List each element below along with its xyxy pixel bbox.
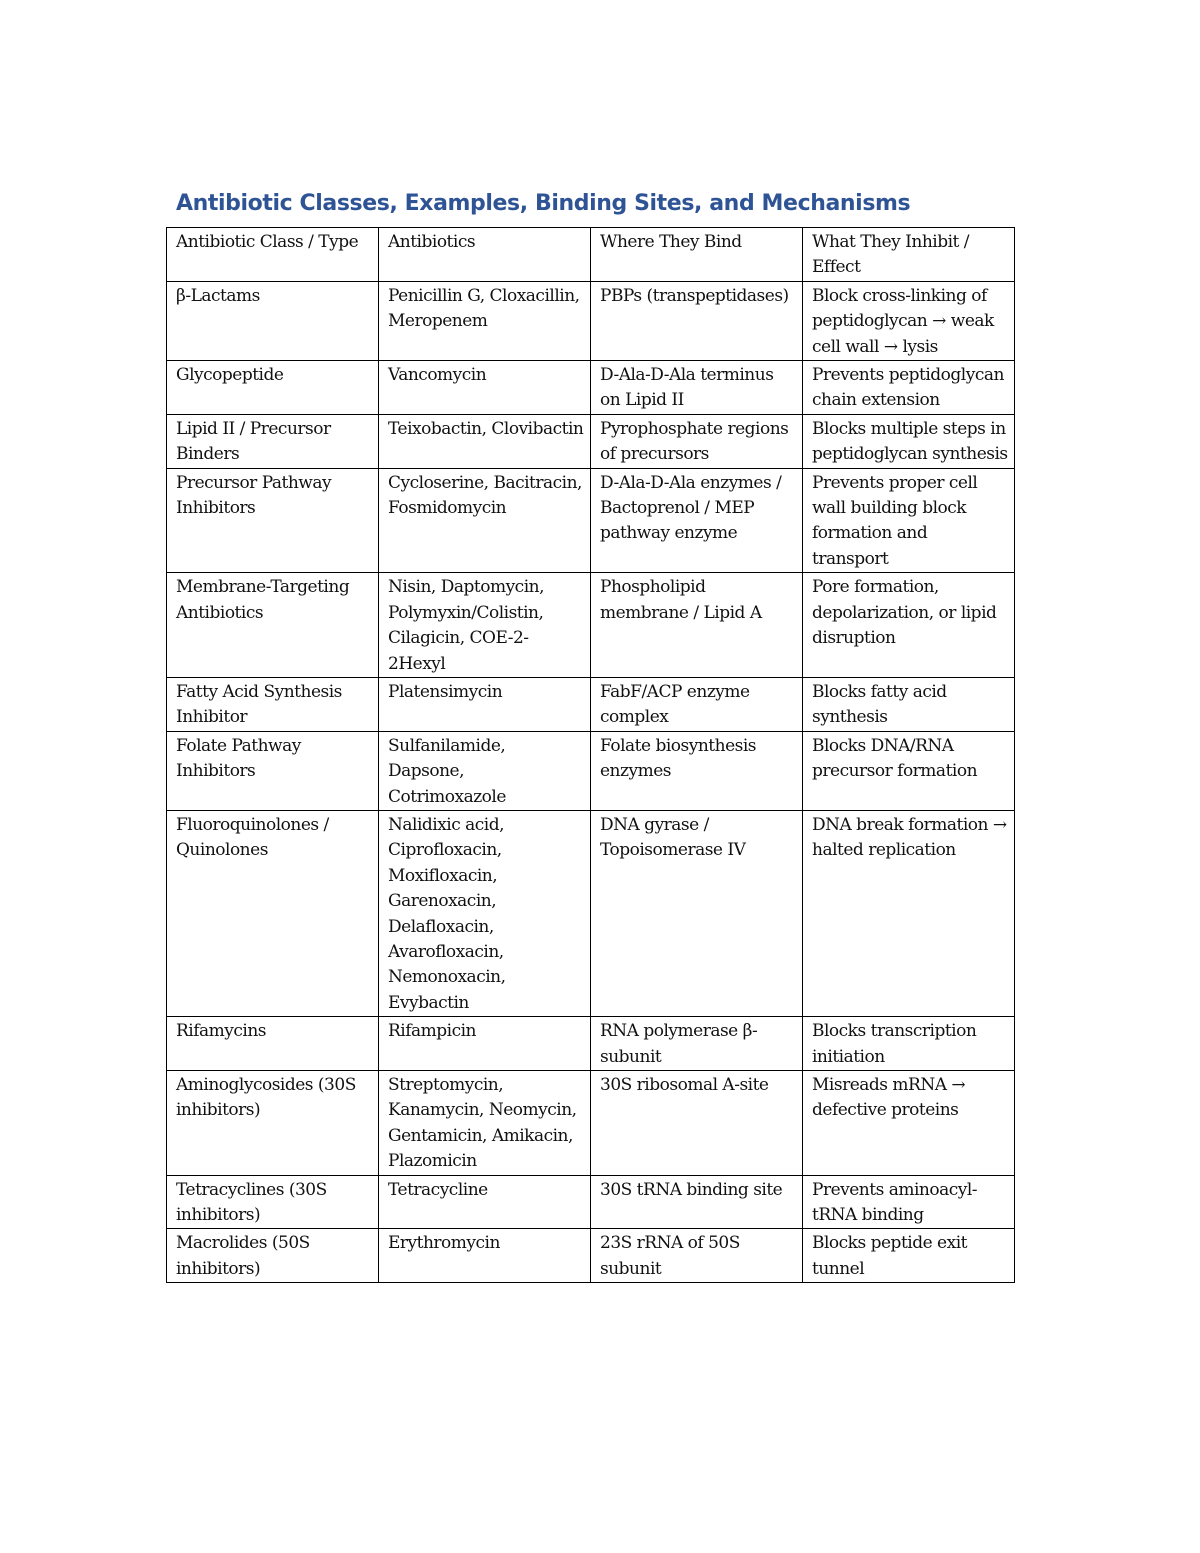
cell-binding-site: DNA gyrase / Topoisomerase IV bbox=[591, 810, 803, 1016]
cell-binding-site: FabF/ACP enzyme complex bbox=[591, 677, 803, 731]
cell-effect: Prevents proper cell wall building block formation and transport bbox=[803, 468, 1015, 573]
cell-effect: Misreads mRNA → defective proteins bbox=[803, 1071, 1015, 1176]
cell-effect: Blocks DNA/RNA precursor formation bbox=[803, 731, 1015, 810]
table-header-row bbox=[167, 228, 1015, 282]
cell-class: Aminoglycosides (30S inhibitors) bbox=[167, 1071, 379, 1176]
cell-class: Folate Pathway Inhibitors bbox=[167, 731, 379, 810]
cell-binding-site: 23S rRNA of 50S subunit bbox=[591, 1229, 803, 1283]
cell-class: Fatty Acid Synthesis Inhibitor bbox=[167, 677, 379, 731]
cell-class: β-Lactams bbox=[167, 281, 379, 360]
cell-binding-site: RNA polymerase β-subunit bbox=[591, 1017, 803, 1071]
cell-antibiotics: Penicillin G, Cloxacillin, Meropenem bbox=[379, 281, 591, 360]
table-row bbox=[167, 731, 1015, 810]
table-row bbox=[167, 1229, 1015, 1283]
header-cell-effect: What They Inhibit / Effect bbox=[803, 228, 1015, 282]
table-row bbox=[167, 1071, 1015, 1176]
header-cell-binding-site: Where They Bind bbox=[591, 228, 803, 282]
cell-binding-site: Phospholipid membrane / Lipid A bbox=[591, 573, 803, 678]
table-row bbox=[167, 361, 1015, 415]
cell-binding-site: Pyrophosphate regions of precursors bbox=[591, 414, 803, 468]
cell-antibiotics: Erythromycin bbox=[379, 1229, 591, 1283]
table-row bbox=[167, 1017, 1015, 1071]
cell-antibiotics: Rifampicin bbox=[379, 1017, 591, 1071]
table-row bbox=[167, 677, 1015, 731]
cell-antibiotics: Streptomycin, Kanamycin, Neomycin, Gentamicin, Amikacin, Plazomicin bbox=[379, 1071, 591, 1176]
table-row bbox=[167, 281, 1015, 360]
table-row bbox=[167, 468, 1015, 573]
cell-effect: Blocks transcription initiation bbox=[803, 1017, 1015, 1071]
cell-antibiotics: Teixobactin, Clovibactin bbox=[379, 414, 591, 468]
cell-binding-site: 30S ribosomal A-site bbox=[591, 1071, 803, 1176]
cell-class: Lipid II / Precursor Binders bbox=[167, 414, 379, 468]
table-row bbox=[167, 414, 1015, 468]
cell-effect: DNA break formation → halted replication bbox=[803, 810, 1015, 1016]
cell-binding-site: PBPs (transpeptidases) bbox=[591, 281, 803, 360]
header-cell-antibiotics: Antibiotics bbox=[379, 228, 591, 282]
cell-binding-site: 30S tRNA binding site bbox=[591, 1175, 803, 1229]
cell-binding-site: D-Ala-D-Ala enzymes / Bactoprenol / MEP pathway enzyme bbox=[591, 468, 803, 573]
cell-antibiotics: Sulfanilamide, Dapsone, Cotrimoxazole bbox=[379, 731, 591, 810]
table-row bbox=[167, 1175, 1015, 1229]
cell-antibiotics: Nisin, Daptomycin, Polymyxin/Colistin, Cilagicin, COE-2-2Hexyl bbox=[379, 573, 591, 678]
cell-class: Tetracyclines (30S inhibitors) bbox=[167, 1175, 379, 1229]
table-body bbox=[167, 228, 1015, 1283]
header-cell-class: Antibiotic Class / Type bbox=[167, 228, 379, 282]
cell-effect: Prevents aminoacyl-tRNA binding bbox=[803, 1175, 1015, 1229]
cell-antibiotics: Platensimycin bbox=[379, 677, 591, 731]
cell-effect: Pore formation, depolarization, or lipid disruption bbox=[803, 573, 1015, 678]
page-title: Antibiotic Classes, Examples, Binding Sites, and Mechanisms bbox=[176, 191, 911, 216]
cell-binding-site: D-Ala-D-Ala terminus on Lipid II bbox=[591, 361, 803, 415]
cell-class: Macrolides (50S inhibitors) bbox=[167, 1229, 379, 1283]
cell-class: Membrane-Targeting Antibiotics bbox=[167, 573, 379, 678]
cell-class: Precursor Pathway Inhibitors bbox=[167, 468, 379, 573]
cell-class: Rifamycins bbox=[167, 1017, 379, 1071]
cell-antibiotics: Cycloserine, Bacitracin, Fosmidomycin bbox=[379, 468, 591, 573]
cell-antibiotics: Vancomycin bbox=[379, 361, 591, 415]
cell-effect: Blocks peptide exit tunnel bbox=[803, 1229, 1015, 1283]
cell-antibiotics: Nalidixic acid, Ciprofloxacin, Moxifloxacin, Garenoxacin, Delafloxacin, Avarofloxacin, Nemonoxacin, Evybactin bbox=[379, 810, 591, 1016]
cell-binding-site: Folate biosynthesis enzymes bbox=[591, 731, 803, 810]
cell-effect: Prevents peptidoglycan chain extension bbox=[803, 361, 1015, 415]
cell-effect: Blocks multiple steps in peptidoglycan synthesis bbox=[803, 414, 1015, 468]
cell-effect: Blocks fatty acid synthesis bbox=[803, 677, 1015, 731]
antibiotics-table bbox=[166, 227, 1015, 1283]
cell-class: Fluoroquinolones / Quinolones bbox=[167, 810, 379, 1016]
table-row bbox=[167, 573, 1015, 678]
table-row bbox=[167, 810, 1015, 1016]
cell-antibiotics: Tetracycline bbox=[379, 1175, 591, 1229]
cell-effect: Block cross-linking of peptidoglycan → weak cell wall → lysis bbox=[803, 281, 1015, 360]
cell-class: Glycopeptide bbox=[167, 361, 379, 415]
